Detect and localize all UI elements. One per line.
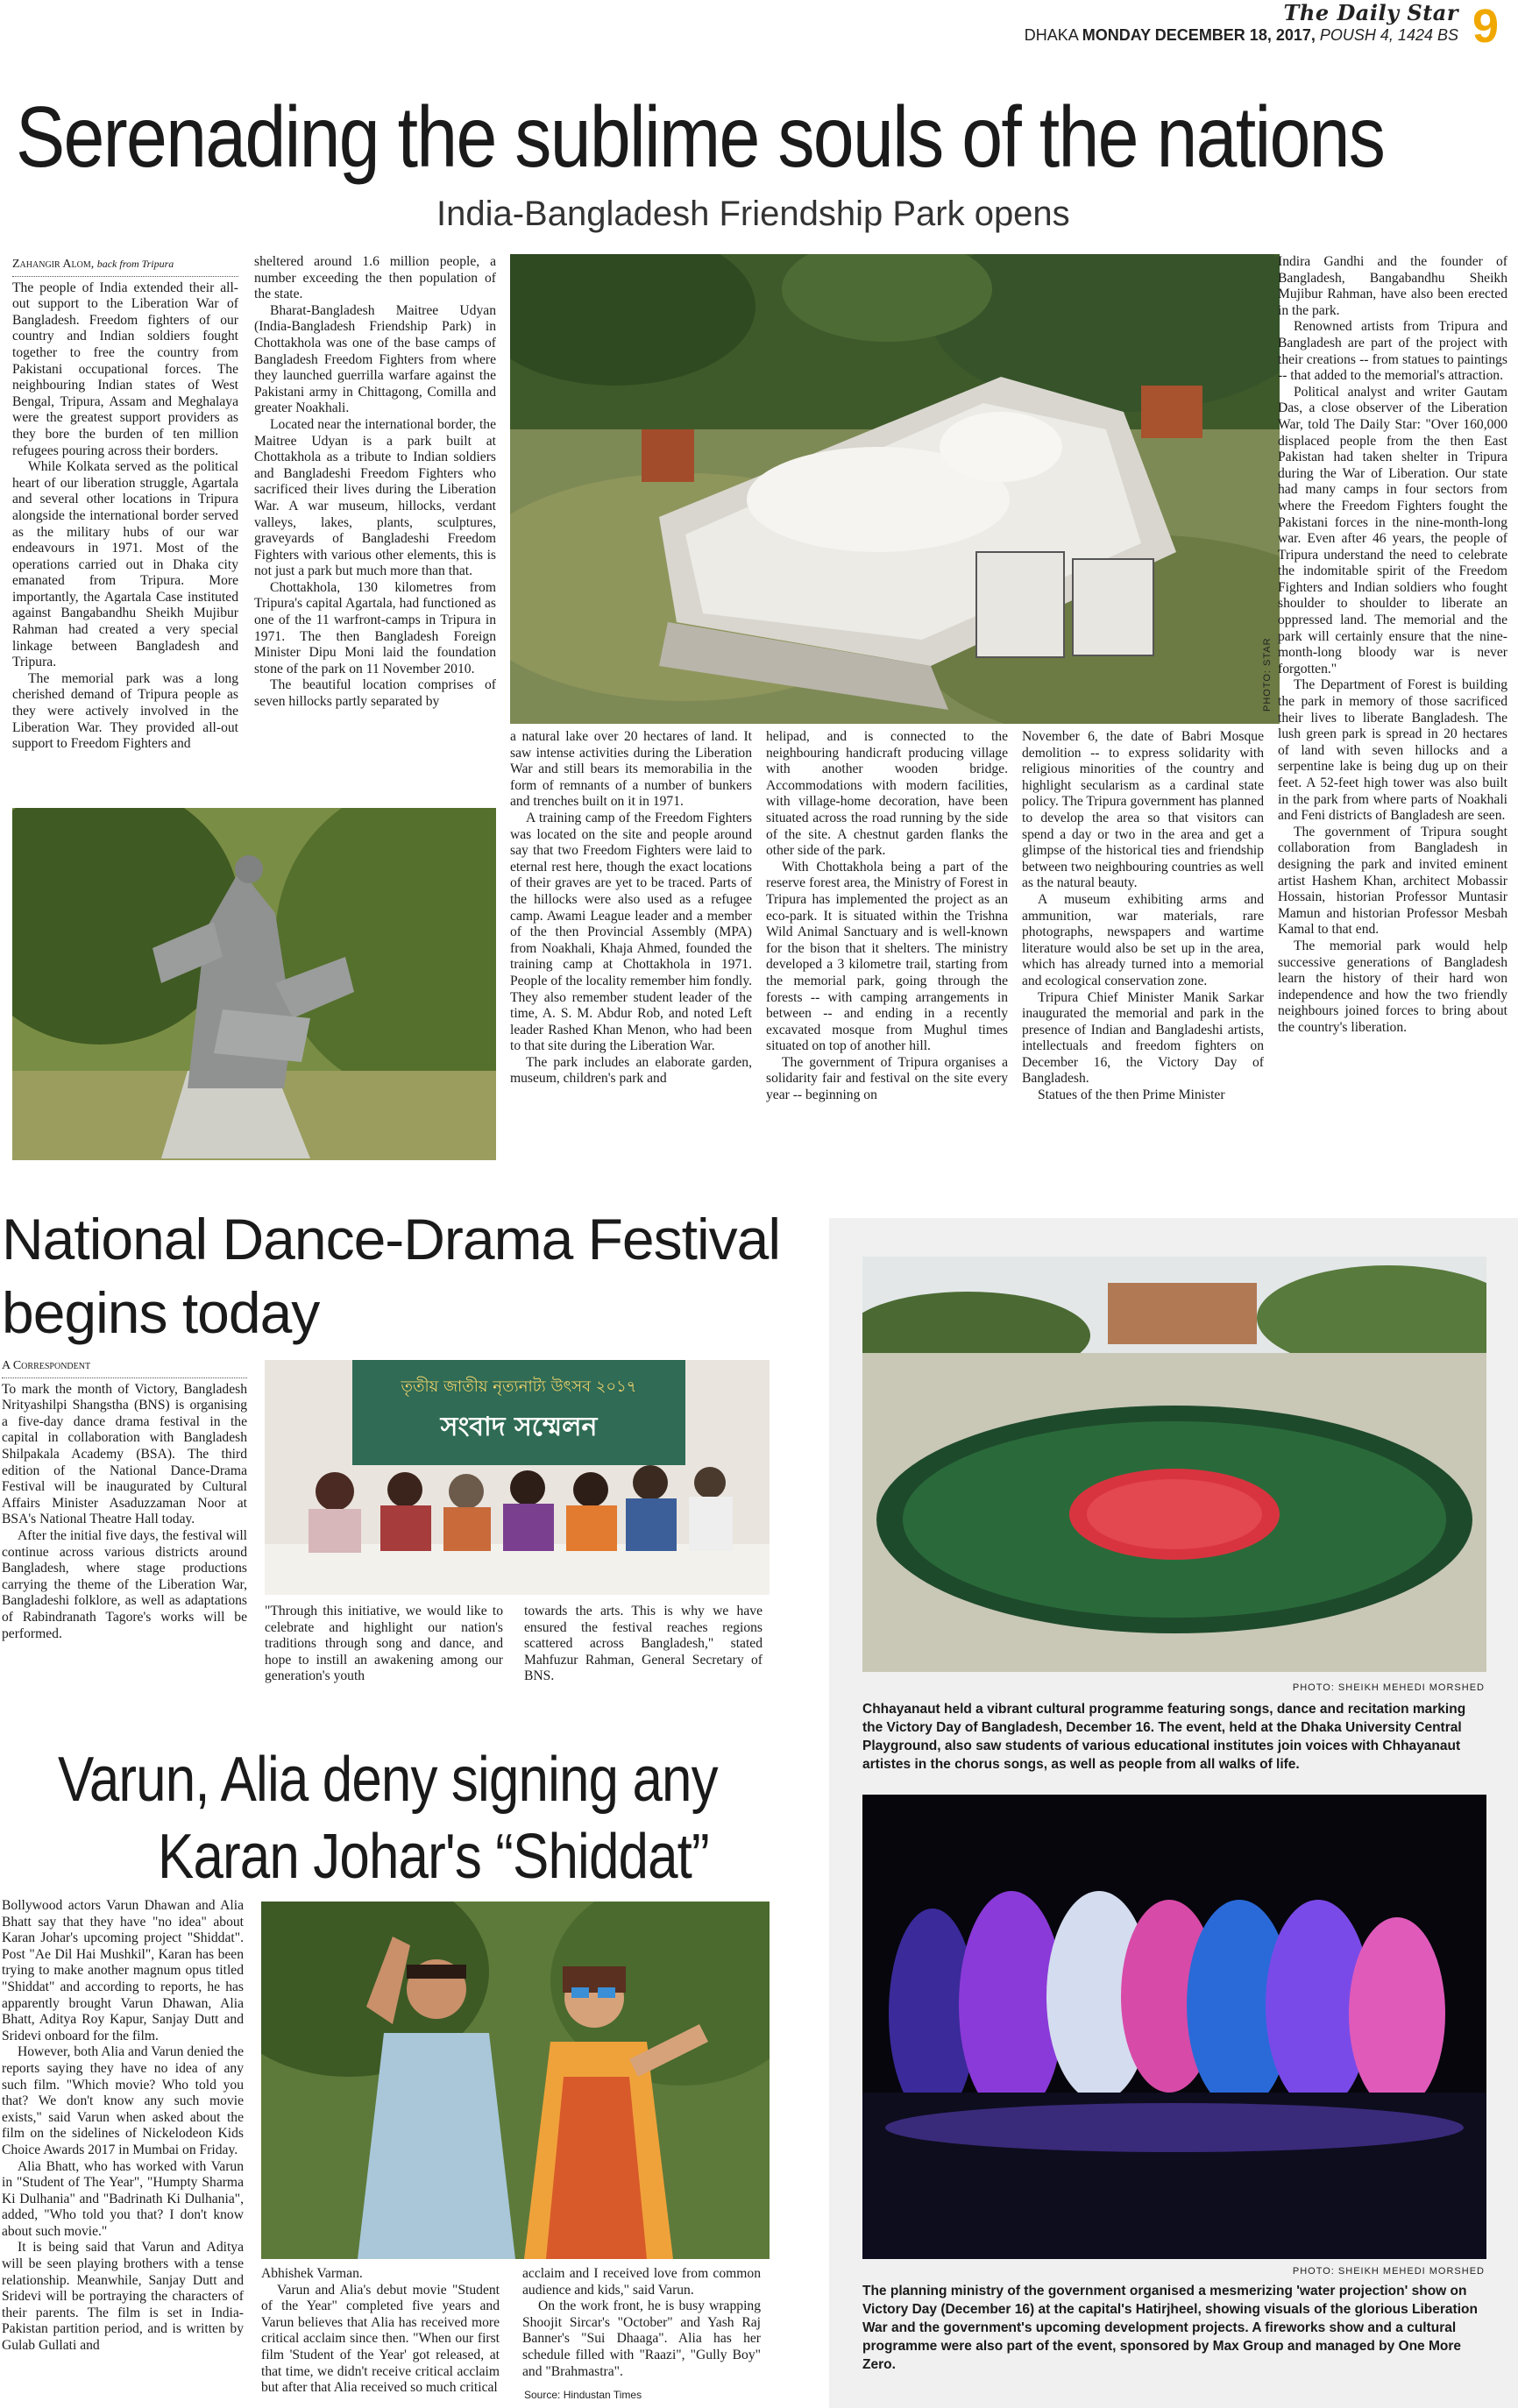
dance-byline: A Correspondent [2,1358,247,1378]
paragraph: Tripura Chief Minister Manik Sarkar inaugurated the memorial and park in the presence of Indian and Bangladeshi artists, intellectuals and freedom fighters on December 16, the Victory Day of Bangladesh. [1022,989,1264,1087]
paragraph: Bollywood actors Varun Dhawan and Alia Bhatt say that they have "no idea" about Karan Johar's upcoming project "Shiddat". Post "Ae Dil Hai Mushkil", Karan has been trying to make another magnum opus titled "Shiddat" and according to reports, he has apparently brought Varun Dhawan, Alia Bhatt, Aditya Roy Kapur, Sanjay Dutt and Sridevi onboard for the film. [2,1898,244,2043]
lead-byline [12,256,238,277]
lead-headline: Serenading the sublime souls of the nations [16,89,1385,185]
lead-kicker: India-Bangladesh Friendship Park opens [436,195,1070,233]
press-conference-image [265,1360,770,1595]
lead-column-3 [510,729,752,1167]
paragraph: towards the arts. This is why we have ensured the festival reaches regions scattered across Bangladesh," stated Mahfuzur Rahman, General Secretary of BNS. [524,1604,763,1684]
varun-headline-line-1: Varun, Alia deny signing any [58,1745,718,1815]
chhayanaut-credit: PHOTO: SHEIKH MEHEDI MORSHED [1292,1682,1485,1693]
lead-photo-sculpture [510,254,1280,724]
hatirjheel-photo [862,1795,1486,2259]
flag-formation-image [862,1257,1486,1672]
paragraph: Indira Gandhi and the founder of Bangladesh, Bangabandhu Sheikh Mujibur Rahman, have also been erected in the park. [1278,254,1507,318]
lead-byline-name: Zahangir Alom, [12,258,95,271]
dateline-bangla-date: POUSH 4, 1424 BS [1319,26,1458,44]
paragraph: On the work front, he is busy wrapping Shoojit Sircar's "October" and Yash Raj Banner's "Sui Dhaaga". Alia has her schedule filled with "Raazi", "Gully Boy" and "Brahmastra". [522,2298,761,2379]
dance-photo-press-conference [265,1360,770,1595]
paragraph: It is being said that Varun and Aditya will be seen playing brothers with a tense relationship. Meanwhile, Sanjay Dutt and Sridevi will be portraying the characters of their parents. The film is set in India-Pakistan partition period, and is written by Gulab Gullati and [2,2240,244,2354]
banner-subtitle: সংবাদ সম্মেলন [440,1412,598,1442]
chhayanaut-photo [862,1257,1486,1672]
dateline-date: MONDAY DECEMBER 18, 2017, [1082,26,1316,44]
lead-byline-note: back from Tripura [96,258,174,270]
dateline-city: DHAKA [1024,26,1078,44]
hatirjheel-caption: The planning ministry of the government organised a mesmerizing 'water projection' show on Victory Day (December 16) at the capital's Hatirjheel, showing visuals of the glorious Liberation War and the government's upcoming development projects. A fireworks show and a cultural programme were also part of the event, sponsored by Max Group and managed by One More Zero. [862,2284,1478,2372]
paragraph: The Department of Forest is building the park in memory of those sacrificed their lives to liberate Bangladesh. The lush green park is spread in 20 hectares of land with seven hillocks and a serpentine lake is being dug up on their feet. A 52-feet high tower was also built in the park from where parts of Noakhali and Feni districts of Bangladesh are seen. [1278,677,1507,824]
paper-name: The Daily Star [1283,0,1458,25]
paragraph: A training camp of the Freedom Fighters was located on the site and people around say that two Freedom Fighters were laid to eternal rest here, though the exact locations of their graves are yet to be traced. Parts of the hillocks were also used as a refugee camp. Awami League leader and a member of the then Provincial Assembly (MPA) from Noakhali, Khaja Ahmed, founded the training camp at Chottakhola in 1971. People of the locality remember him fondly. They also remember student leader of the time, A. S. M. Abdur Rob, and noted Left leader Rashed Khan Menon, who had been to that site during the Liberation War. [510,810,752,1054]
varun-alia-photo [261,1902,770,2259]
paragraph: a natural lake over 20 hectares of land. It saw intense activities during the Liberation War and still bears its memorabilia in the form of remnants of a number of bunkers and trenches built on it in 1971. [510,729,752,810]
varun-headline-line-2: Karan Johar's “Shiddat” [158,1822,709,1892]
varun-column-3 [522,2266,761,2383]
lead-column-1 [12,256,238,792]
dateline [1025,26,1458,45]
paragraph: Renowned artists from Tripura and Bangladesh are part of the project with their creations -- from statues to paintings -- that added to the memorial's attraction. [1278,319,1507,384]
paragraph: A museum exhibiting arms and ammunition, war materials, rare photographs, newspapers and wartime literature would also be set up in the area, which has already turned into a memorial and ecological conservation zone. [1022,891,1264,988]
lead-column-5 [1022,729,1264,1167]
paragraph: The beautiful location comprises of seven hillocks partly separated by [254,677,496,710]
paragraph: Alia Bhatt, who has worked with Varun in "Student of The Year", "Humpty Sharma Ki Dulhania" and "Badrinath Ki Dulhania", added, "Who told you that? I don't know about such movie." [2,2158,244,2239]
paragraph: While Kolkata served as the political heart of our liberation struggle, Agartala and several other locations in Tripura alongside the international border served as the military hubs of our war endeavours in 1971. Most of the operations carried out in Dhaka city emanated from Tripura. More importantly, the Agartala Case instituted against Bangabandhu Sheikh Mujibur Rahman had created a very special linkage between Bangladesh and Tripura. [12,459,238,670]
paragraph: The memorial park would help successive generations of Bangladesh learn the history of their hard won independence and how the two friendly neighbours joined forces to bring about the country's liberation. [1278,938,1507,1035]
paragraph: November 6, the date of Babri Mosque demolition -- to express solidarity with religious minorities of the country and highlight secularism as a cardinal state policy. The Tripura government has planned to develop the area so that visitors can spend a day or two in the area and get a glimpse of the historical ties and friendship between two neighbouring countries as well as the natural beauty. [1022,729,1264,891]
paragraph: helipad, and is connected to the neighbouring handicraft producing village with another wooden bridge. Accommodations with modern facilities, with village-home decoration, have been situated across the road running by the side of the site. A chestnut garden flanks the other side of the park. [766,729,1008,859]
dance-column-2 [265,1604,503,1700]
paragraph: Political analyst and writer Gautam Das, a close observer of the Liberation War, told The Daily Star: "Over 160,000 displaced people from the then East Pakistan had taken shelter in Tripura during the War of Liberation. Our state had many camps in four sectors from where the Freedom Fighters fought the Pakistani forces in the nine-month-long war. Even after 46 years, the people of Tripura understand the need to celebrate the indomitable spirit of the Freedom Fighters and Indian soldiers who fought shoulder to shoulder to liberate an oppressed land. The memorial and the park will certainly ensure that the nine-month-long bloody war is never forgotten." [1278,384,1507,676]
paragraph: Varun and Alia's debut movie "Student of the Year" completed five years and Varun believes that Alia has received more critical acclaim since then. "When our first film 'Student of the Year' got released, at that time, we didn't receive critical acclaim but after that Alia received so much critical [261,2282,500,2396]
paragraph: acclaim and I received love from common audience and kids," said Varun. [522,2266,761,2298]
varun-column-1 [2,1898,244,2406]
paragraph: The government of Tripura sought collaboration from Bangladesh in designing the park and invited eminent artist Hashem Khan, architect Mobassir Hossain, historian Professor Muntasir Mamun and historian Professor Mesbah Kamal to that end. [1278,824,1507,938]
paragraph: "Through this initiative, we would like to celebrate and highlight our nation's traditions through song and dance, and hope to instill an awakening among our generation's youth [265,1604,503,1684]
paragraph: Chottakhola, 130 kilometres from Tripura's capital Agartala, had functioned as one of the 11 warfront-camps in Tripura in 1971. The then Bangladesh Foreign Minister Dipu Moni laid the foundation stone of the park on 11 November 2010. [254,579,496,676]
page-number: 9 [1472,0,1500,53]
lead-column-2 [254,254,496,790]
dance-headline-line-2: begins today [2,1280,320,1345]
sculpture-memorial-image [510,254,1280,724]
lead-column-4 [766,729,1008,1167]
paragraph: Located near the international border, the Maitree Udyan is a park built at Chottakhola as a tribute to Indian soldiers and Bangladeshi Freedom Fighters who sacrificed their lives during the Liberation War. A war museum, hillocks, verdant valleys, lakes, plants, sculptures, graveyards of Bangladeshi Freedom Fighters with various other elements, this is not just a park but much more than that. [254,416,496,579]
paragraph: To mark the month of Victory, Bangladesh Nrityashilpi Shangstha (BNS) is organising a five-day dance drama festival in the capital in collaboration with Bangladesh Shilpakala Academy (BSA). The third edition of the National Dance-Drama Festival will be inaugurated by Cultural Affairs Minister Asaduzzaman Noor at BSA's National Theatre Hall today. [2,1381,247,1527]
paragraph: Bharat-Bangladesh Maitree Udyan (India-Bangladesh Friendship Park) in Chottakhola was one of the base camps of Bangladesh Freedom Fighters from where they launched guerrilla warfare against the Pakistani army in Chittagong, Comilla and greater Noakhali. [254,302,496,416]
paragraph: Statues of the then Prime Minister [1038,1087,1225,1103]
paragraph: Abhishek Varman. [261,2266,363,2281]
varun-column-2 [261,2266,500,2406]
water-projection-image [862,1795,1486,2259]
statue-image [12,808,496,1160]
paragraph: sheltered around 1.6 million people, a number exceeding the then population of the state. [254,254,496,302]
hatirjheel-credit: PHOTO: SHEIKH MEHEDI MORSHED [1292,2266,1485,2277]
actors-image [261,1902,770,2259]
paragraph: The government of Tripura organises a solidarity fair and festival on the site every year -- beginning on [766,1054,1008,1103]
paragraph: The park includes an elaborate garden, museum, children's park and [510,1054,752,1087]
paragraph: The memorial park was a long cherished demand of Tripura people as they were actively involved in the Liberation War. They provided all-out support to Freedom Fighters and [12,670,238,752]
paragraph: However, both Alia and Varun denied the reports saying they have no idea of any such film. "Which movie? Who told you that? We don't know any such movie exists," said Varun when asked about the film on the sidelines of Nickelodeon Kids Choice Awards 2017 in Mumbai on Friday. [2,2044,244,2157]
paragraph: After the initial five days, the festival will continue across various districts around Bangladesh, where stage productions carrying the theme of the Liberation War, Bangladeshi folklore, as well as adaptations of Rabindranath Tagore's works will be performed. [2,1527,247,1641]
chhayanaut-caption: Chhayanaut held a vibrant cultural programme featuring songs, dance and recitation marking the Victory Day of Bangladesh, December 16. The event, held at the Dhaka University Central Playground, also saw students of various educational institutes join voices with Chhayanaut artistes in the chorus songs, as well as people from all walks of life. [862,1702,1466,1772]
varun-source: Source: Hindustan Times [524,2389,642,2401]
lead-column-6 [1278,254,1507,1167]
dance-column-1 [2,1358,247,1698]
dance-column-3 [524,1604,763,1700]
paragraph: The people of India extended their all-out support to the Liberation War of Bangladesh. Freedom fighters of our country and Indian soldiers fought together to free the country from Pakistani occupational forces. The neighbouring Indian states of West Bengal, Tripura, Assam and Meghalaya were the greatest support providers as they bore the burden of ten million refugees pouring across their borders. [12,280,238,458]
paragraph: With Chottakhola being a part of the reserve forest area, the Ministry of Forest in Tripura has implemented the project as an eco-park. It is situated within the Trishna Wild Animal Sanctuary and is well-known for the bison that it shelters. The ministry developed a 3 kilometre trail, starting from the memorial park, going through the forests -- with camping arrangements in between -- and ending in a recently excavated mosque from Mughul times situated on top of another hill. [766,859,1008,1054]
banner-title: তৃতীয় জাতীয় নৃত্যনাট্য উৎসব ২০১৭ [401,1378,637,1396]
lead-photo-credit: PHOTO: STAR [1262,637,1273,712]
lead-photo-statue [12,808,496,1160]
dance-headline-line-1: National Dance-Drama Festival [2,1207,781,1271]
